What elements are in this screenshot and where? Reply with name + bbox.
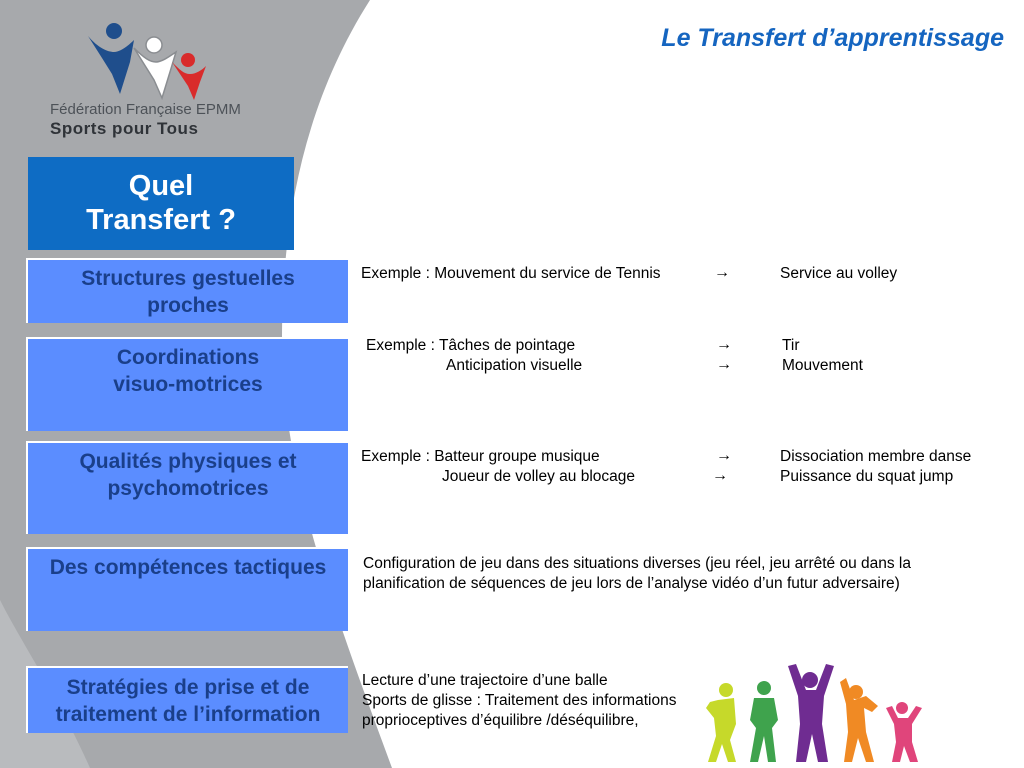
- example-text: Joueur de volley au blocage: [442, 468, 636, 485]
- arrow-right-icon: →: [716, 447, 732, 464]
- category-label: Stratégies de prise et de: [66, 676, 310, 699]
- arrow-right-icon: →: [712, 467, 728, 484]
- description-text: Configuration de jeu dans des situations diverses (jeu réel, jeu arrêté ou dans la: [363, 555, 911, 572]
- description-text: Lecture d’une trajectoire d’une balle: [362, 672, 608, 689]
- category-coordinations: [26, 337, 348, 431]
- result-text: Service au volley: [780, 265, 898, 282]
- example-text: Exemple : Mouvement du service de Tennis: [361, 265, 661, 282]
- category-tactiques: [26, 547, 348, 631]
- example-text: Exemple : Tâches de pointage: [366, 337, 576, 354]
- header-box-line1: Quel: [128, 170, 194, 203]
- arrow-right-icon: →: [716, 336, 732, 353]
- category-strategies: [26, 666, 348, 733]
- category-label: Structures gestuelles: [81, 267, 295, 290]
- category-label: traitement de l’information: [55, 703, 321, 727]
- result-text: Puissance du squat jump: [780, 468, 954, 485]
- slide-title: Le Transfert d’apprentissage: [661, 24, 1004, 52]
- logo-federation-text: Fédération Française EPMM: [50, 101, 241, 118]
- description-text: planification de séquences de jeu lors de l’analyse vidéo d’un futur adversaire): [363, 575, 900, 592]
- arrow-right-icon: →: [716, 356, 732, 373]
- dancing-figures-image: [706, 662, 936, 768]
- category-structures: [26, 258, 348, 323]
- description-text: Sports de glisse : Traitement des informations: [362, 692, 677, 709]
- category-label: Coordinations: [116, 346, 260, 369]
- example-text: Anticipation visuelle: [446, 357, 583, 374]
- category-label: visuo-motrices: [113, 373, 263, 397]
- category-label: Qualités physiques et: [79, 450, 297, 473]
- header-box: [28, 157, 294, 250]
- example-text: Exemple : Batteur groupe musique: [361, 448, 600, 465]
- arrow-right-icon: →: [714, 264, 730, 281]
- category-label: proches: [147, 294, 229, 318]
- category-label: Des compétences tactiques: [49, 556, 327, 579]
- header-box-line2: Transfert ?: [86, 203, 236, 236]
- category-label: psychomotrices: [107, 477, 269, 501]
- category-qualites: [26, 441, 348, 534]
- result-text: Tir: [782, 337, 800, 354]
- result-text: Dissociation membre danse: [780, 448, 972, 465]
- result-text: Mouvement: [782, 357, 863, 374]
- description-text: proprioceptives d’équilibre /déséquilibre,: [362, 712, 639, 729]
- logo-sports-text: Sports pour Tous: [50, 119, 199, 138]
